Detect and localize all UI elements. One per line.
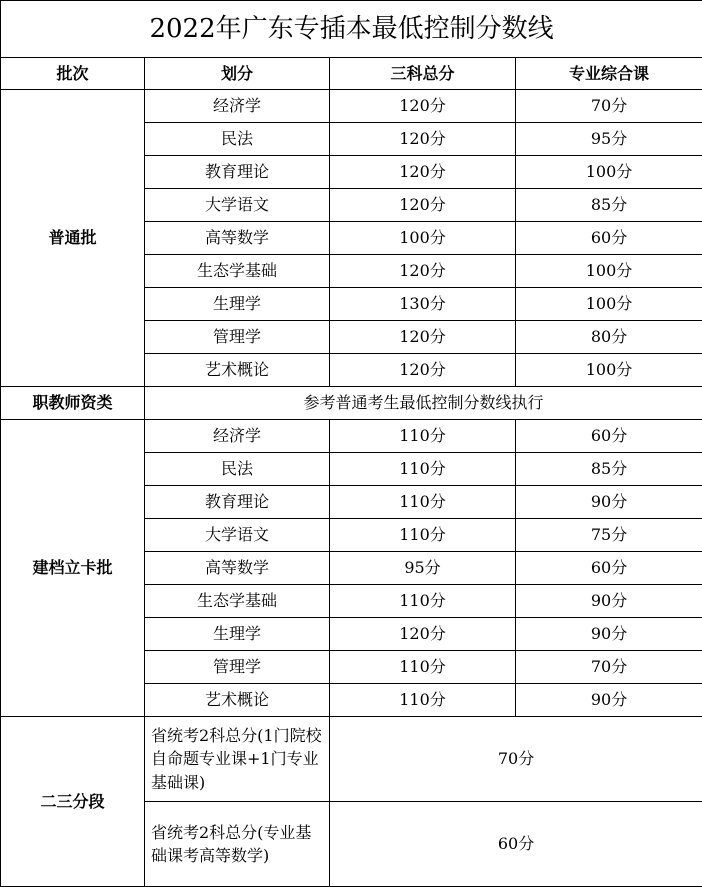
major-cell: 100分 bbox=[516, 156, 702, 189]
batch-zhijiao: 职教师资类 bbox=[1, 387, 145, 420]
zhijiao-note: 参考普通考生最低控制分数线执行 bbox=[145, 387, 702, 420]
total-cell: 110分 bbox=[330, 453, 516, 486]
table-row bbox=[1, 420, 702, 453]
major-cell: 70分 bbox=[516, 90, 702, 123]
major-cell: 75分 bbox=[516, 519, 702, 552]
table-title: 2022年广东专插本最低控制分数线 bbox=[1, 1, 702, 58]
total-cell: 110分 bbox=[330, 519, 516, 552]
total-cell: 110分 bbox=[330, 684, 516, 717]
total-cell: 110分 bbox=[330, 585, 516, 618]
total-cell: 95分 bbox=[330, 552, 516, 585]
subject-cell: 大学语文 bbox=[145, 189, 330, 222]
major-cell: 80分 bbox=[516, 321, 702, 354]
subject-cell: 生理学 bbox=[145, 288, 330, 321]
subject-cell: 教育理论 bbox=[145, 486, 330, 519]
subject-cell: 管理学 bbox=[145, 651, 330, 684]
subject-cell: 高等数学 bbox=[145, 222, 330, 255]
subject-cell: 民法 bbox=[145, 123, 330, 156]
header-major: 专业综合课 bbox=[516, 58, 702, 90]
subject-cell: 经济学 bbox=[145, 420, 330, 453]
subject-cell: 生理学 bbox=[145, 618, 330, 651]
total-cell: 120分 bbox=[330, 321, 516, 354]
major-cell: 100分 bbox=[516, 288, 702, 321]
table-row bbox=[1, 717, 702, 802]
subject-cell: 生态学基础 bbox=[145, 585, 330, 618]
total-cell: 120分 bbox=[330, 156, 516, 189]
header-row bbox=[1, 58, 702, 90]
header-total: 三科总分 bbox=[330, 58, 516, 90]
header-batch: 批次 bbox=[1, 58, 145, 90]
major-cell: 90分 bbox=[516, 486, 702, 519]
major-cell: 90分 bbox=[516, 585, 702, 618]
major-cell: 100分 bbox=[516, 354, 702, 387]
table-row bbox=[1, 90, 702, 123]
major-cell: 90分 bbox=[516, 618, 702, 651]
total-cell: 110分 bbox=[330, 420, 516, 453]
major-cell: 60分 bbox=[516, 552, 702, 585]
major-cell: 70分 bbox=[516, 651, 702, 684]
subject-cell: 艺术概论 bbox=[145, 684, 330, 717]
major-cell: 60分 bbox=[516, 222, 702, 255]
major-cell: 60分 bbox=[516, 420, 702, 453]
subject-cell: 大学语文 bbox=[145, 519, 330, 552]
total-cell: 120分 bbox=[330, 123, 516, 156]
major-cell: 85分 bbox=[516, 189, 702, 222]
total-cell: 120分 bbox=[330, 90, 516, 123]
total-cell: 120分 bbox=[330, 189, 516, 222]
major-cell: 100分 bbox=[516, 255, 702, 288]
subject-cell: 管理学 bbox=[145, 321, 330, 354]
major-cell: 85分 bbox=[516, 453, 702, 486]
subject-cell: 生态学基础 bbox=[145, 255, 330, 288]
batch-putong: 普通批 bbox=[1, 90, 145, 387]
total-cell: 120分 bbox=[330, 354, 516, 387]
subject-cell: 艺术概论 bbox=[145, 354, 330, 387]
major-cell: 90分 bbox=[516, 684, 702, 717]
batch-jiandang: 建档立卡批 bbox=[1, 420, 145, 717]
subject-cell: 高等数学 bbox=[145, 552, 330, 585]
subject-cell: 教育理论 bbox=[145, 156, 330, 189]
ersan-score: 60分 bbox=[330, 802, 702, 887]
table-row bbox=[1, 387, 702, 420]
ersan-desc: 省统考2科总分(1门院校自命题专业课+1门专业基础课) bbox=[145, 717, 330, 802]
ersan-desc: 省统考2科总分(专业基础课考高等数学) bbox=[145, 802, 330, 887]
total-cell: 120分 bbox=[330, 255, 516, 288]
subject-cell: 经济学 bbox=[145, 90, 330, 123]
major-cell: 95分 bbox=[516, 123, 702, 156]
total-cell: 100分 bbox=[330, 222, 516, 255]
total-cell: 110分 bbox=[330, 651, 516, 684]
total-cell: 120分 bbox=[330, 618, 516, 651]
subject-cell: 民法 bbox=[145, 453, 330, 486]
ersan-score: 70分 bbox=[330, 717, 702, 802]
header-division: 划分 bbox=[145, 58, 330, 90]
total-cell: 110分 bbox=[330, 486, 516, 519]
batch-ersan: 二三分段 bbox=[1, 717, 145, 887]
total-cell: 130分 bbox=[330, 288, 516, 321]
